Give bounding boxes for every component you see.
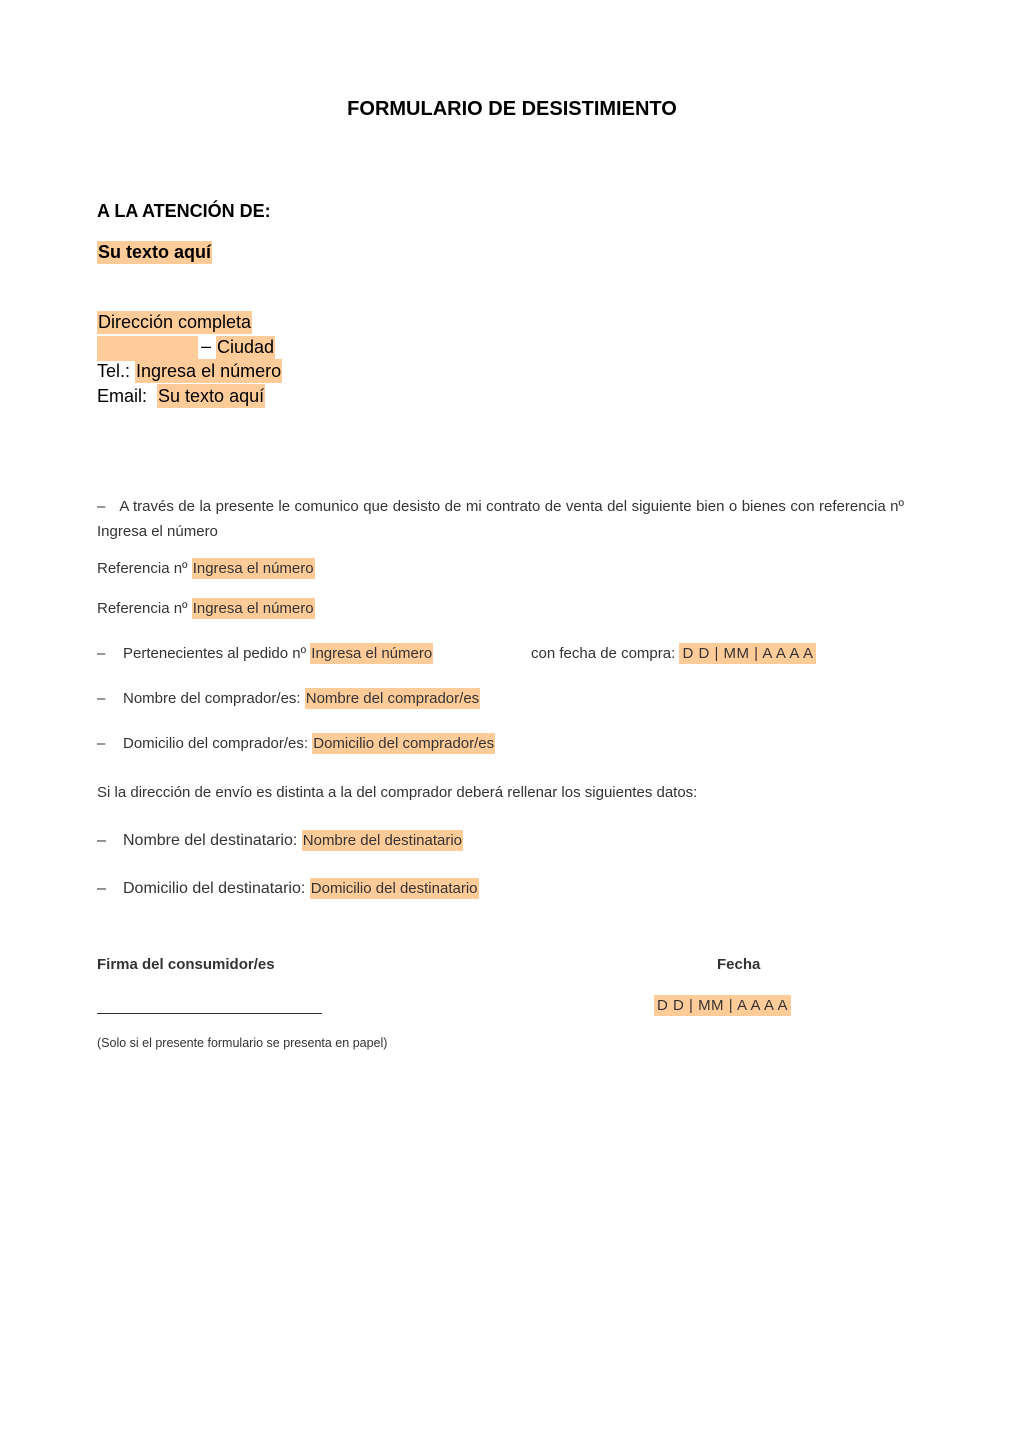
- date-label: Fecha: [717, 956, 761, 973]
- email-label: Email:: [97, 386, 148, 406]
- intro-dash: –: [97, 498, 106, 515]
- purchase-date-row: [531, 645, 816, 662]
- tel-label: Tel.:: [97, 361, 131, 381]
- intro-text: A través de la presente le comunico que desisto de mi contrato de venta del siguiente bien o bienes con referencia nº Ingresa el número: [97, 498, 904, 540]
- buyer-name-field[interactable]: Nombre del comprador/es: [305, 690, 480, 707]
- attention-label: A LA ATENCIÓN DE:: [97, 201, 271, 221]
- email-row: [97, 386, 265, 407]
- address-line-field[interactable]: Dirección completa: [98, 312, 252, 332]
- recipient-name-field[interactable]: Nombre del destinatario: [302, 832, 463, 849]
- reference-label: Referencia nº: [97, 600, 188, 617]
- intro-paragraph: [97, 494, 904, 544]
- reference-field-1[interactable]: Ingresa el número: [192, 560, 314, 577]
- shipping-note: Si la dirección de envío es distinta a la del comprador deberá rellenar los siguientes datos:: [97, 784, 698, 801]
- postal-code-field[interactable]: [97, 336, 198, 361]
- buyer-address-label: Domicilio del comprador/es:: [123, 735, 309, 752]
- tel-row: [97, 361, 282, 382]
- reference-field-2[interactable]: Ingresa el número: [192, 600, 314, 617]
- recipient-name-label: Nombre del destinatario:: [123, 832, 298, 849]
- paper-note: (Solo si el presente formulario se presenta en papel): [97, 1036, 388, 1050]
- buyer-address-field[interactable]: Domicilio del comprador/es: [313, 735, 495, 752]
- city-field[interactable]: Ciudad: [217, 337, 275, 357]
- order-label: Pertenecientes al pedido nº: [123, 645, 307, 662]
- reference-row-2: [97, 600, 315, 617]
- recipient-address-field[interactable]: Domicilio del destinatario: [310, 880, 478, 897]
- order-row: [97, 645, 433, 662]
- buyer-name-row: [97, 690, 480, 707]
- buyer-name-label: Nombre del comprador/es:: [123, 690, 301, 707]
- signature-label: Firma del consumidor/es: [97, 956, 275, 973]
- order-number-field[interactable]: Ingresa el número: [311, 645, 433, 662]
- purchase-date-label: con fecha de compra:: [531, 645, 676, 662]
- reference-label: Referencia nº: [97, 560, 188, 577]
- buyer-address-dash: –: [97, 735, 106, 752]
- recipient-address-row: [97, 880, 479, 898]
- recipient-address-label: Domicilio del destinatario:: [123, 880, 306, 897]
- recipient-address-dash: –: [97, 880, 106, 897]
- recipient-name-dash: –: [97, 832, 106, 849]
- buyer-address-row: [97, 735, 495, 752]
- purchase-date-field[interactable]: D D | MM | A A A A: [679, 643, 816, 664]
- recipient-field[interactable]: Su texto aquí: [98, 242, 212, 262]
- document-title: FORMULARIO DE DESISTIMIENTO: [347, 98, 677, 120]
- order-dash: –: [97, 645, 106, 662]
- address-dash: –: [201, 336, 212, 356]
- email-field[interactable]: Su texto aquí: [158, 386, 265, 406]
- reference-row-1: [97, 560, 315, 577]
- signature-line[interactable]: [97, 1013, 322, 1014]
- buyer-name-dash: –: [97, 690, 106, 707]
- signature-date-field[interactable]: D D | MM | A A A A: [654, 995, 791, 1016]
- recipient-name-row: [97, 832, 463, 850]
- tel-field[interactable]: Ingresa el número: [136, 361, 282, 381]
